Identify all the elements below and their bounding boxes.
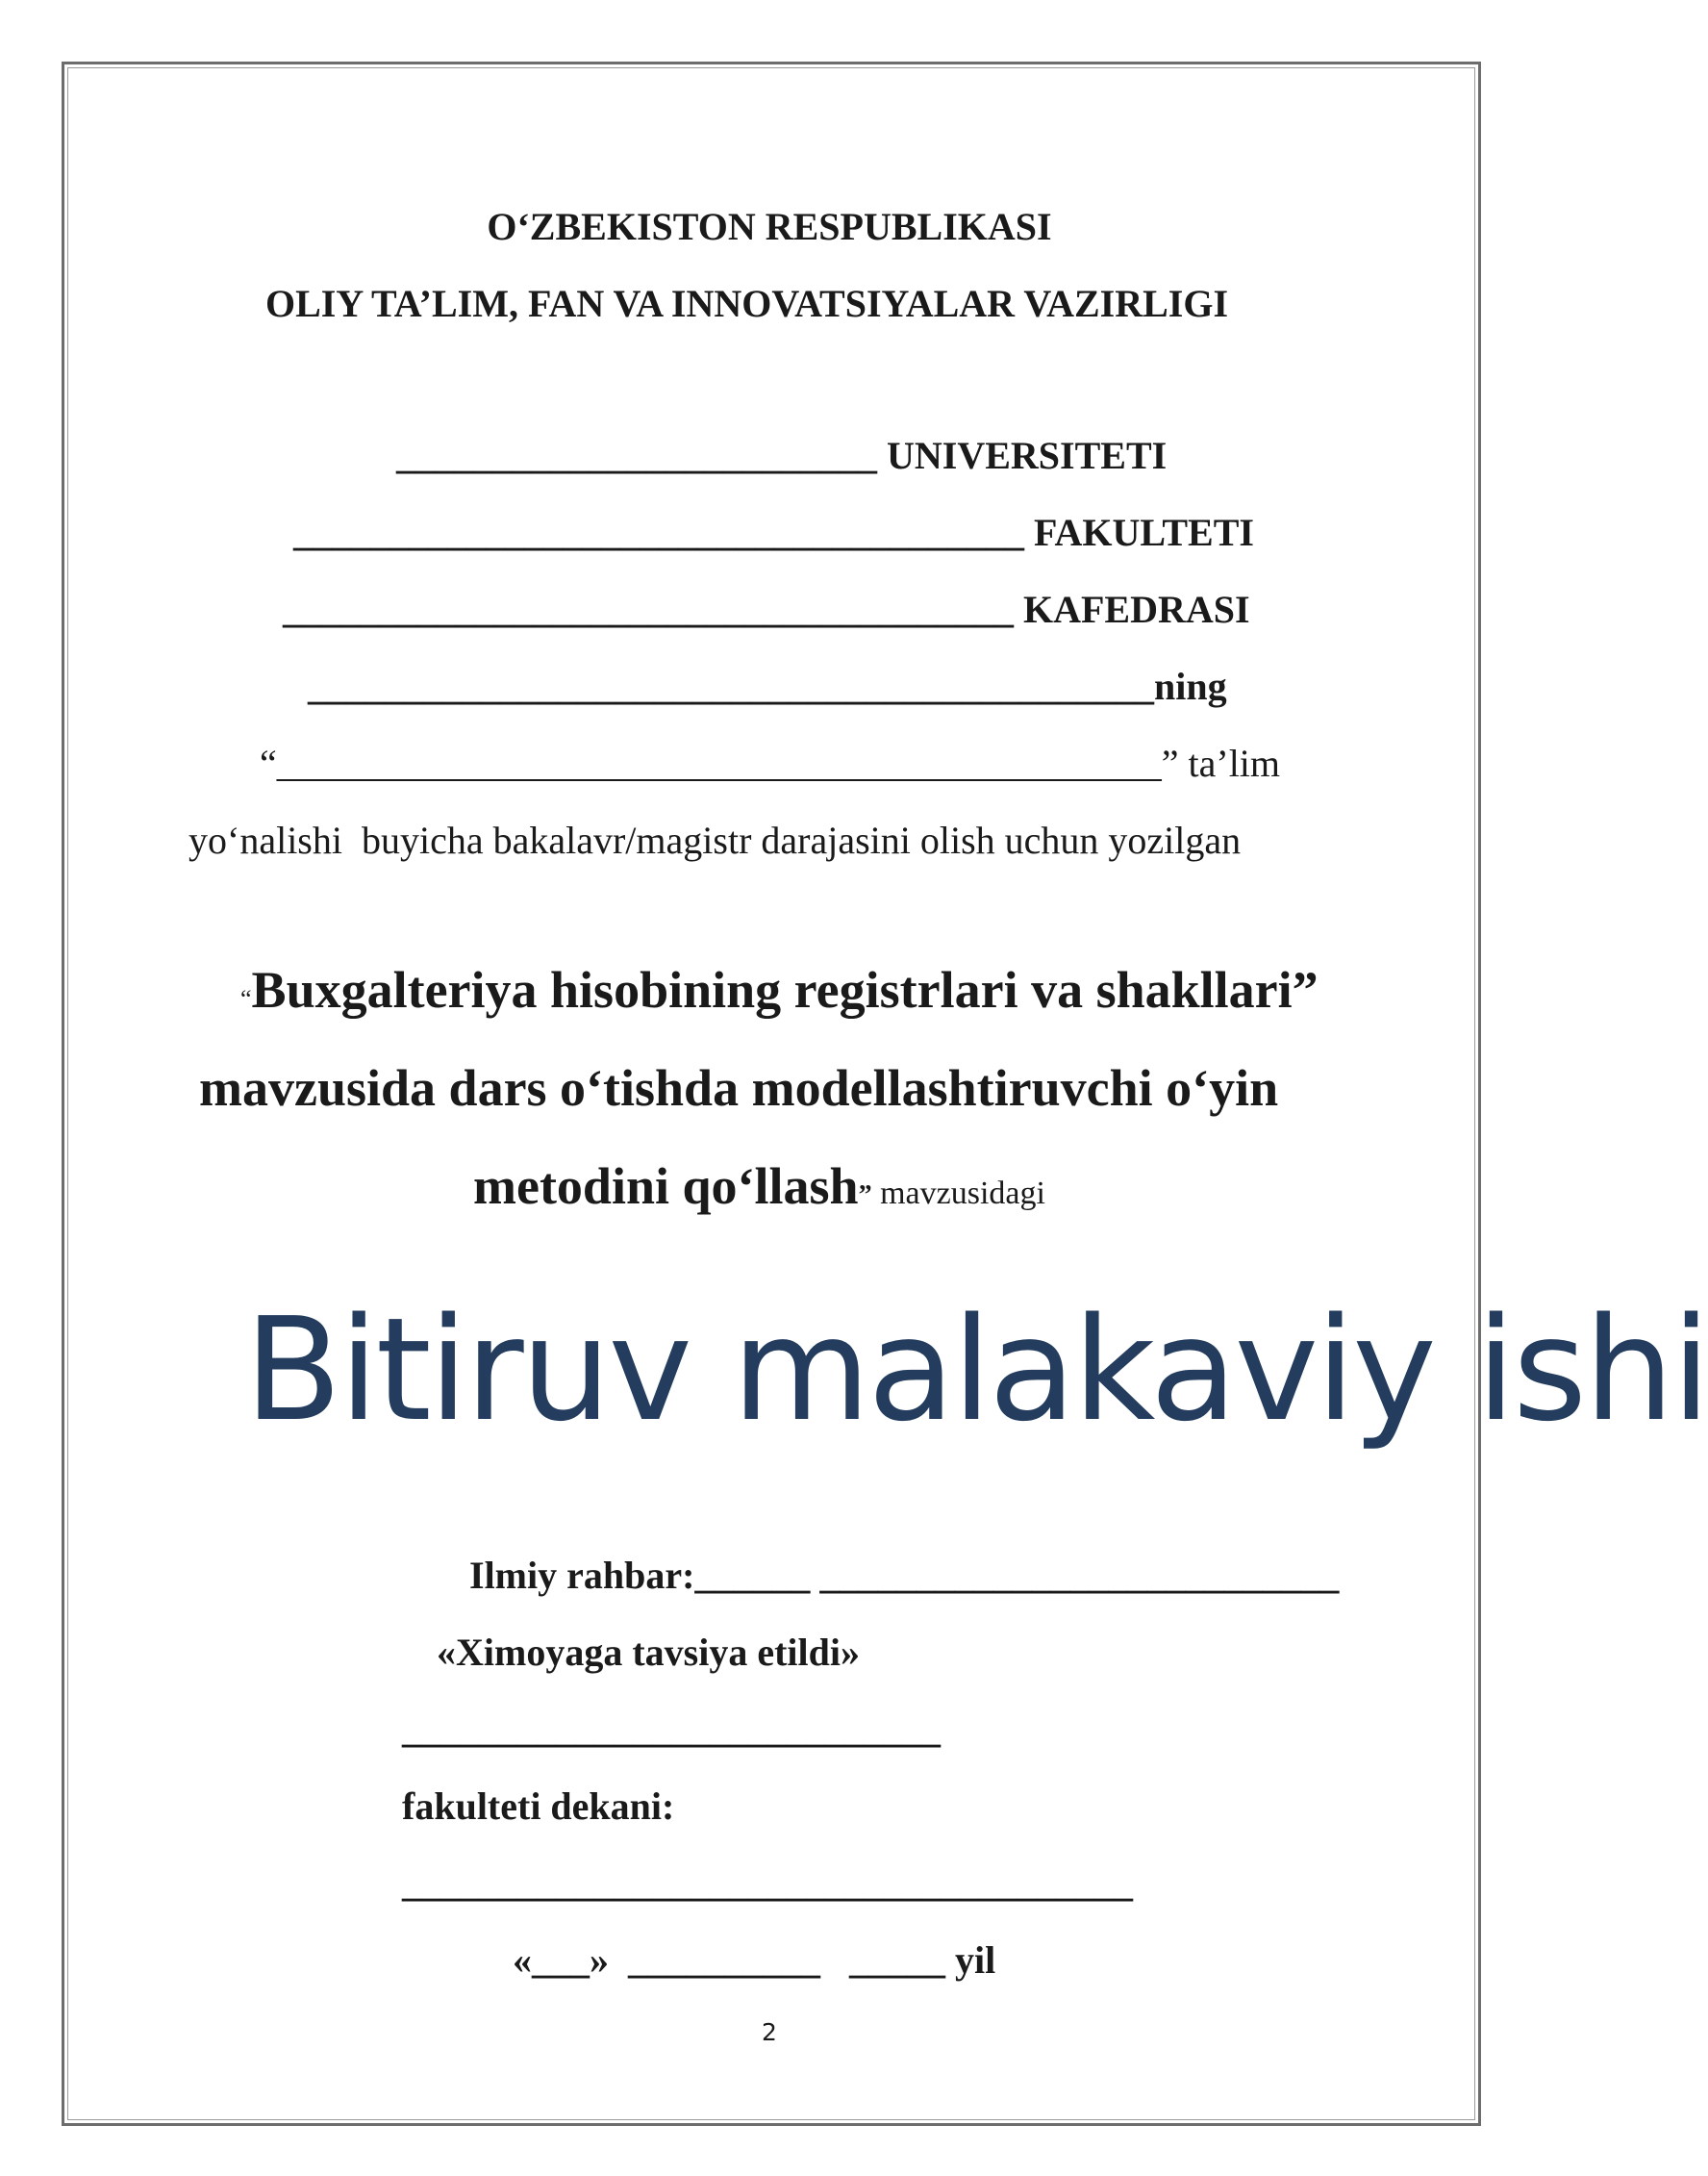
topic-suffix: mavzusidagi <box>871 1176 1045 1211</box>
signature-blank-line: ____________________________ <box>402 1708 941 1751</box>
header-republic: O‘ZBEKISTON RESPUBLIKASI <box>487 205 1052 248</box>
topic-close-quote: ” <box>858 1180 872 1210</box>
document-type-title: Bitiruv malakaviy ishi <box>244 1287 1708 1453</box>
topic-open-quote: “ <box>240 985 252 1013</box>
topic-title-line3 <box>473 1157 1045 1215</box>
page-number: 2 <box>762 2018 777 2046</box>
department-field: ______________________________________ KAFEDRASI <box>283 588 1250 631</box>
supervisor-field: Ilmiy rahbar:______ ___________________________ <box>469 1554 1340 1597</box>
header-ministry: OLIY TA’LIM, FAN VA INNOVATSIYALAR VAZIRLIGI <box>265 282 1229 325</box>
topic-title-line1 <box>240 961 1319 1019</box>
recommended-label: «Ximoyaga tavsiya etildi» <box>437 1631 860 1674</box>
student-field: ____________________________________________ning <box>308 665 1227 708</box>
topic-title-line2: mavzusida dars o‘tishda modellashtiruvchi o‘yin <box>199 1059 1279 1117</box>
dean-signature-line: ______________________________________ <box>402 1861 1133 1905</box>
topic-line3-text: metodini qo‘llash <box>473 1157 859 1215</box>
degree-line: yo‘nalishi buyicha bakalavr/magistr darajasini olish uchun yozilgan <box>188 819 1242 862</box>
faculty-field: ______________________________________ FAKULTETI <box>293 511 1254 554</box>
direction-field: “______________________________________________” ta’lim <box>260 742 1281 785</box>
university-field: _________________________ UNIVERSITETI <box>396 434 1168 477</box>
dean-label: fakulteti dekani: <box>402 1784 675 1828</box>
topic-line1-text: Buxgalteriya hisobining registrlari va shakllari” <box>251 961 1319 1019</box>
date-line: «___» __________ _____ yil <box>513 1938 996 1982</box>
